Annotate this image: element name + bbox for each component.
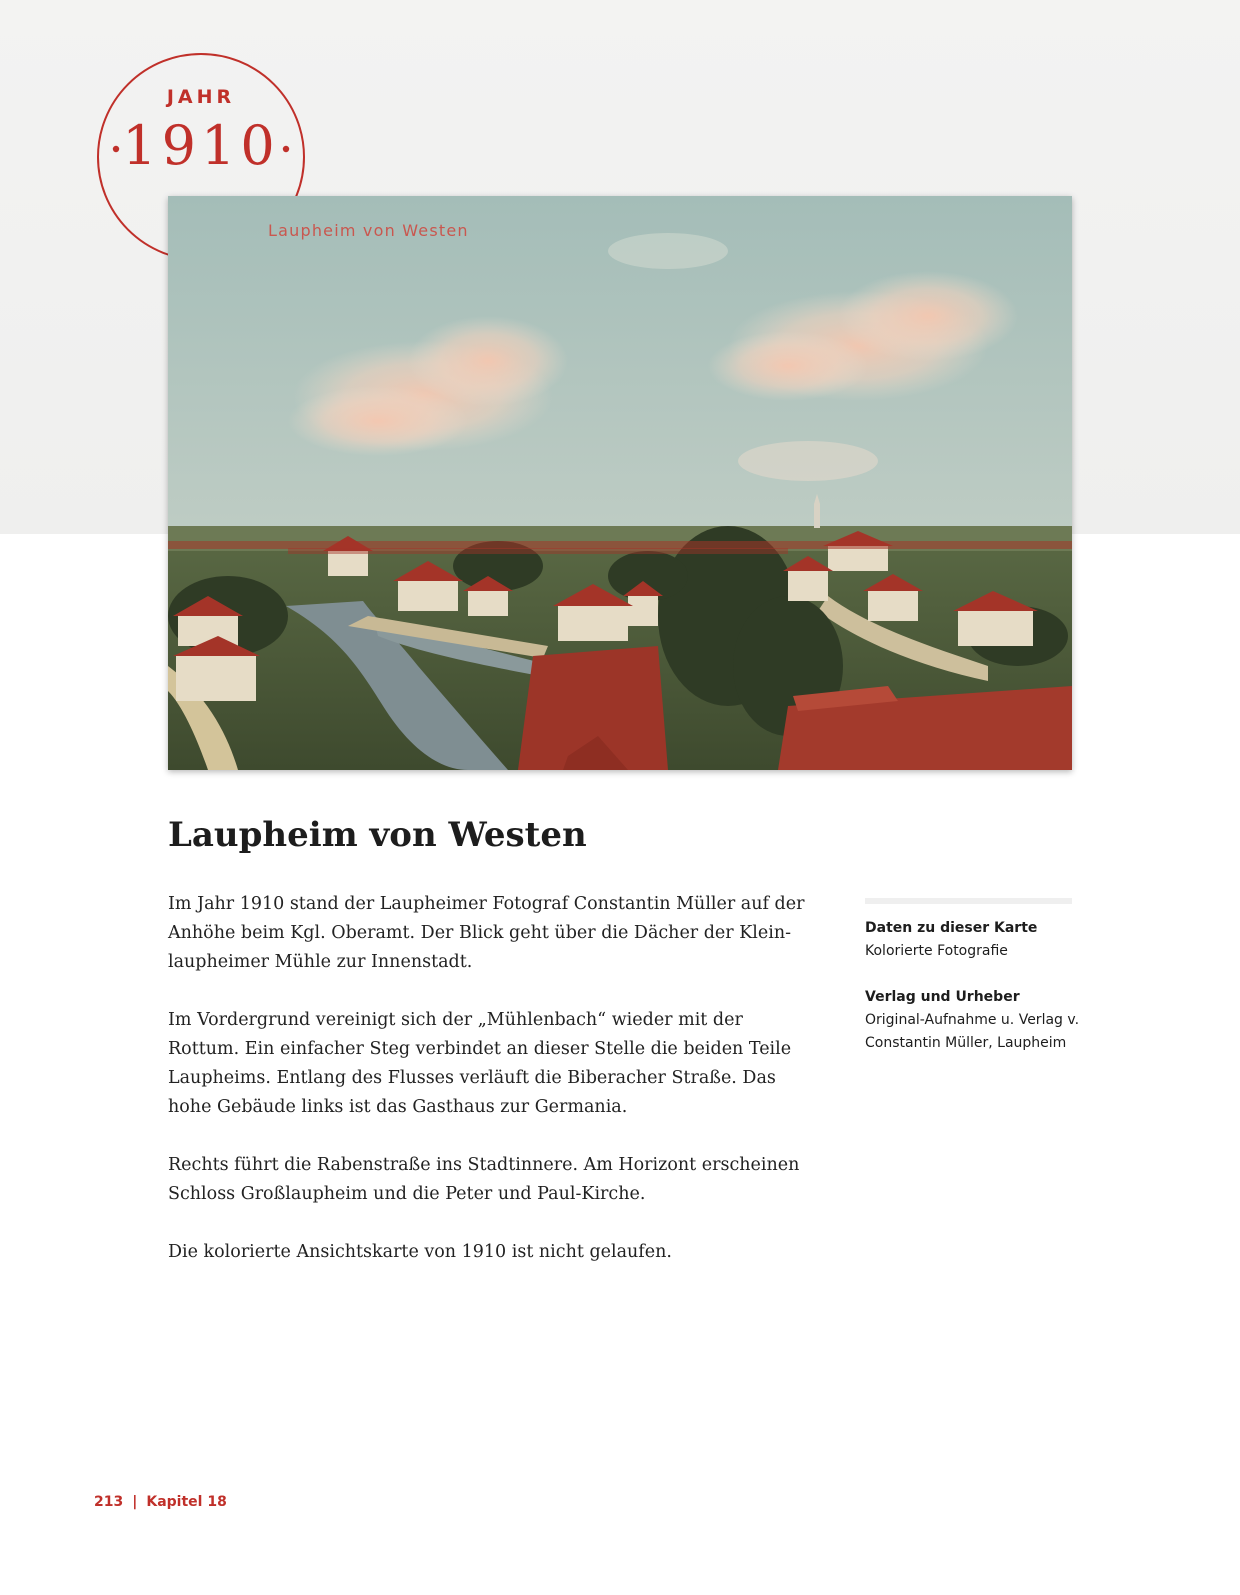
page-number: 213 <box>94 1494 124 1510</box>
article-paragraph: Rechts führt die Rabenstraße ins Stadtinnere. Am Horizont erscheinen Schloss Großlaupheim und die Peter und Paul-Kirche. <box>168 1155 800 1204</box>
article-paragraph: Im Jahr 1910 stand der Laupheimer Fotograf Constantin Müller auf der Anhöhe beim Kgl. Oberamt. Der Blick geht über die Dächer der Kleinlaupheimer Mühle zur Innenstadt. <box>168 894 805 972</box>
footer-separator: | <box>132 1494 138 1510</box>
card-data-block <box>865 917 1072 963</box>
postcard-image <box>168 196 1072 770</box>
card-data-value: Kolorierte Fotografie <box>865 943 1008 959</box>
chapter-label: Kapitel 18 <box>146 1494 227 1510</box>
stamp-label: JAHR <box>166 86 236 108</box>
card-info-sidebar <box>865 898 1080 1078</box>
town-panorama-illustration <box>168 196 1072 770</box>
publisher-heading: Verlag und Urheber <box>865 989 1020 1005</box>
publisher-block <box>865 986 1080 1055</box>
page-footer <box>94 1494 227 1510</box>
stamp-year: 1910 <box>122 114 280 177</box>
article-paragraph: Die kolorierte Ansichtskarte von 1910 ist nicht gelaufen. <box>168 1242 672 1262</box>
publisher-line: Original-Aufnahme u. Verlag v. <box>865 1012 1080 1028</box>
postcard-caption: Laupheim von Westen <box>268 221 469 240</box>
article-title: Laupheim von Westen <box>168 815 587 855</box>
article-body <box>168 890 808 1296</box>
article-paragraph: Im Vordergrund vereinigt sich der „Mühlenbach“ wieder mit der Rottum. Ein einfacher Steg verbindet an dieser Stelle die beiden Teile Laupheims. Entlang des Flusses verläuft die Biberacher Straße. Das hohe Gebäude links ist das Gasthaus zur Germania. <box>168 1010 792 1117</box>
publisher-line: Constantin Müller, Laupheim <box>865 1035 1067 1051</box>
card-data-heading: Daten zu dieser Karte <box>865 920 1038 936</box>
